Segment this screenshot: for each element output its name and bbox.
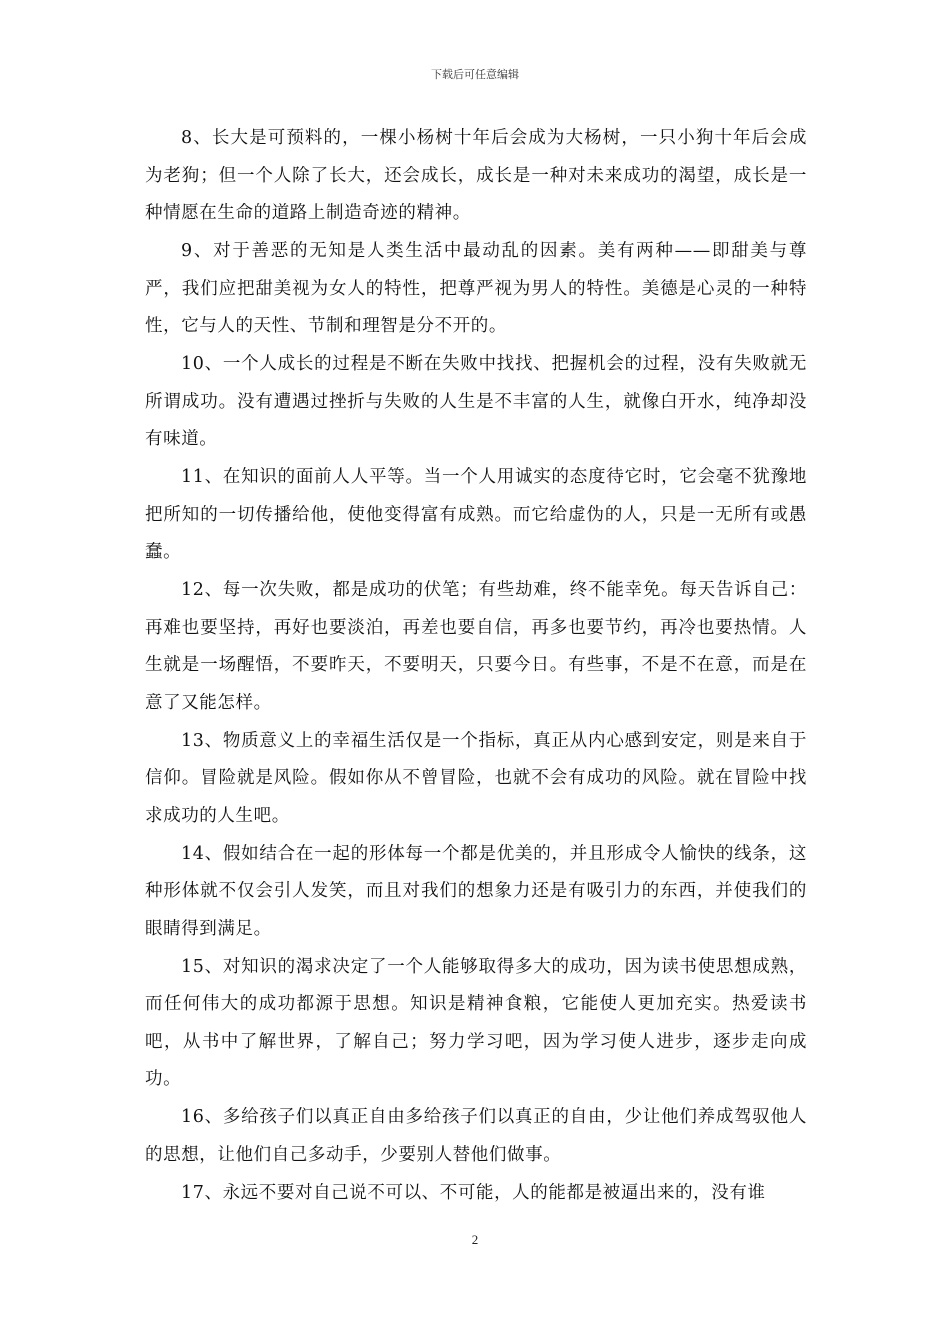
paragraph-11: 11、在知识的面前人人平等。当一个人用诚实的态度待它时，它会毫不犹豫地把所知的一切传播给他，使他变得富有成熟。而它给虚伪的人，只是一无所有或愚蠢。 [145, 467, 807, 562]
paragraph-12: 12、每一次失败，都是成功的伏笔；有些劫难，终不能幸免。每天告诉自己：再难也要坚持，再好也要淡泊，再差也要自信，再多也要节约，再冷也要热情。人生就是一场醒悟，不要昨天，不要明天，只要今日。有些事，不是不在意，而是在意了又能怎样。 [145, 580, 807, 713]
paragraph-15: 15、对知识的渴求决定了一个人能够取得多大的成功，因为读书使思想成熟，而任何伟大的成功都源于思想。知识是精神食粮，它能使人更加充实。热爱读书吧，从书中了解世界，了解自己；努力学习吧，因为学习使人进步，逐步走向成功。 [145, 956, 807, 1089]
paragraph-13: 13、物质意义上的幸福生活仅是一个指标，真正从内心感到安定，则是来自于信仰。冒险就是风险。假如你从不曾冒险，也就不会有成功的风险。就在冒险中找求成功的人生吧。 [145, 730, 807, 826]
page-header: 下载后可任意编辑 [431, 68, 519, 81]
paragraph-16: 16、多给孩子们以真正自由多给孩子们以真正的自由，少让他们养成驾驭他人的思想，让他们自己多动手，少要别人替他们做事。 [145, 1107, 807, 1165]
paragraph-8: 8、长大是可预料的，一棵小杨树十年后会成为大杨树，一只小狗十年后会成为老狗；但一个人除了长大，还会成长，成长是一种对未来成功的渴望，成长是一种情愿在生命的道路上制造奇迹的精神。 [145, 128, 807, 223]
paragraph-10: 10、一个人成长的过程是不断在失败中找找、把握机会的过程，没有失败就无所谓成功。没有遭遇过挫折与失败的人生是不丰富的人生，就像白开水，纯净却没有味道。 [145, 354, 807, 449]
page-number: 2 [471, 1232, 479, 1247]
document-body [145, 120, 807, 1212]
paragraph-9: 9、对于善恶的无知是人类生活中最动乱的因素。美有两种——即甜美与尊严，我们应把甜美视为女人的特性，把尊严视为男人的特性。美德是心灵的一种特性，它与人的天性、节制和理智是分不开的。 [145, 241, 807, 336]
paragraph-17: 17、永远不要对自己说不可以、不可能，人的能都是被逼出来的，没有谁 [181, 1182, 766, 1203]
paragraph-14: 14、假如结合在一起的形体每一个都是优美的，并且形成令人愉快的线条，这种形体就不仅会引人发笑，而且对我们的想象力还是有吸引力的东西，并使我们的眼睛得到满足。 [145, 843, 807, 939]
